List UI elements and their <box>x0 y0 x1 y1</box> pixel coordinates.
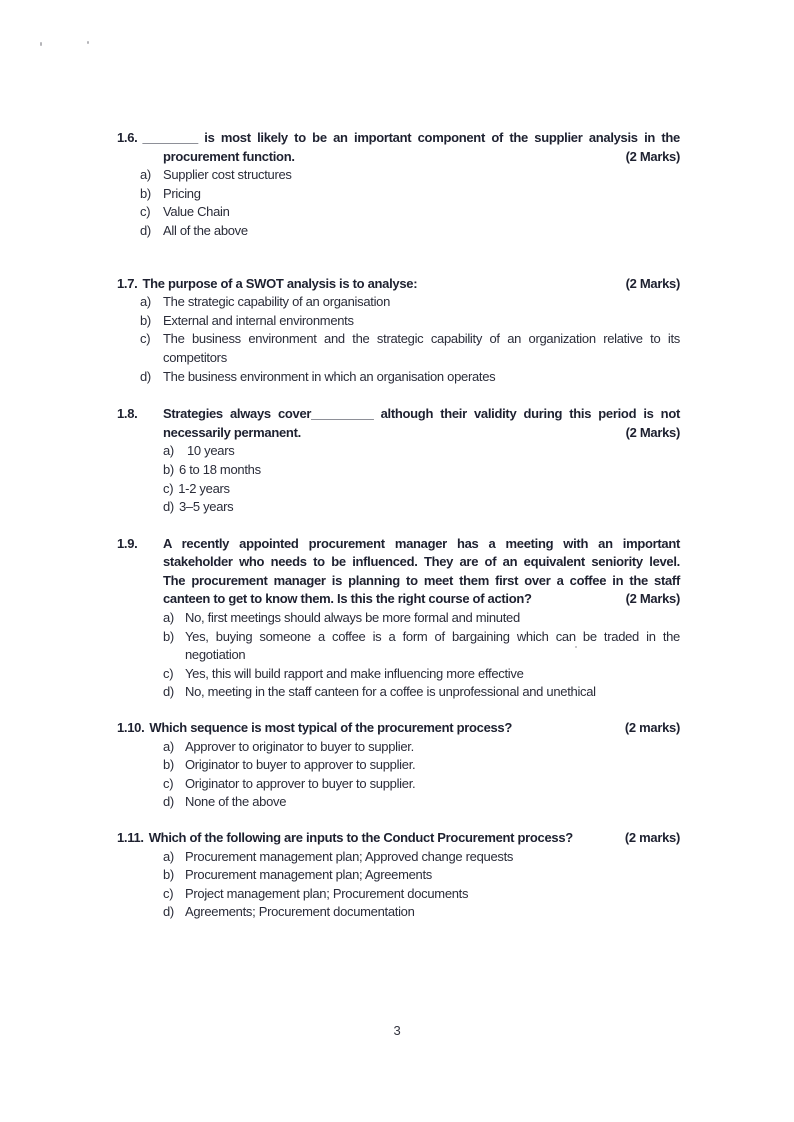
question-line: The procurement manager is planning to meet them first over a coffee in the staff <box>163 572 680 588</box>
option-text: None of the above <box>185 794 287 810</box>
option-letter: d) <box>163 499 174 515</box>
question-text: The purpose of a SWOT analysis is to analyse: <box>142 275 418 291</box>
option-text: The strategic capability of an organisation <box>163 294 391 310</box>
option-b <box>163 866 680 885</box>
option-b <box>163 628 680 665</box>
marks-label: (2 Marks) <box>625 424 680 440</box>
question-header <box>117 719 680 738</box>
option-text: Pricing <box>163 185 201 201</box>
option-text: Procurement management plan; Approved change requests <box>185 848 514 864</box>
option-text: Procurement management plan; Agreements <box>185 867 432 883</box>
option-c <box>140 330 680 367</box>
question-text: canteen to get to know them. Is this the right course of action? <box>163 591 532 607</box>
question-line <box>117 148 680 167</box>
option-letter: c) <box>140 204 151 220</box>
options-list <box>140 166 680 240</box>
options-list <box>140 293 680 386</box>
option-letter: d) <box>163 684 174 700</box>
options-list <box>163 738 680 812</box>
question-number: 1.7. <box>117 275 138 291</box>
question-header <box>117 129 680 166</box>
option-b <box>140 312 680 331</box>
option-d <box>140 222 680 241</box>
options-list <box>163 848 680 922</box>
option-letter: b) <box>140 312 151 328</box>
option-letter: d) <box>163 904 174 920</box>
option-letter: b) <box>140 185 151 201</box>
option-d <box>163 498 680 517</box>
question-text: Which of the following are inputs to the Conduct Procurement process? <box>148 830 573 845</box>
question-1-11 <box>117 829 680 922</box>
option-text: The business environment in which an organisation operates <box>163 368 496 384</box>
option-letter: a) <box>163 443 174 459</box>
option-letter: c) <box>163 775 174 791</box>
question-line <box>117 829 680 848</box>
marks-label: (2 Marks) <box>625 591 680 607</box>
option-text: External and internal environments <box>163 312 354 328</box>
option-text: Value Chain <box>163 204 230 220</box>
option-text: No, meeting in the staff canteen for a coffee is unprofessional and unethical <box>185 684 596 700</box>
option-letter: a) <box>163 738 174 754</box>
question-header <box>117 275 680 294</box>
question-line <box>117 129 680 148</box>
option-a <box>163 609 680 628</box>
options-list <box>163 442 680 516</box>
question-text: necessarily permanent. <box>163 424 301 440</box>
question-text: ________ is most likely to be an important component of the supplier analysis in the <box>142 130 680 145</box>
question-number: 1.9. <box>117 535 138 551</box>
option-letter: d) <box>140 222 151 238</box>
question-line <box>163 424 680 443</box>
question-text: Which sequence is most typical of the procurement process? <box>149 720 512 736</box>
option-text: Supplier cost structures <box>163 167 292 183</box>
question-line: stakeholder who needs to be influenced. They are of an equivalent seniority level. <box>163 554 680 570</box>
option-letter: c) <box>163 665 174 681</box>
scan-speck <box>87 41 89 44</box>
option-text: Yes, this will build rapport and make influencing more effective <box>185 665 524 681</box>
question-number: 1.10. <box>117 720 145 736</box>
option-text: 10 years <box>186 443 235 459</box>
option-c <box>163 885 680 904</box>
option-text: The business environment and the strategic capability of an organization relative to its competitors <box>163 331 680 365</box>
question-number: 1.8. <box>117 406 138 422</box>
option-d <box>163 683 680 702</box>
option-letter: b) <box>163 757 174 773</box>
marks-label: (2 Marks) <box>625 275 680 291</box>
page-number: 3 <box>393 1023 401 1038</box>
question-header <box>117 535 680 609</box>
option-letter: a) <box>163 610 174 626</box>
question-text-wrap <box>117 719 512 738</box>
question-text: procurement function. <box>163 148 295 164</box>
option-text: Agreements; Procurement documentation <box>185 904 415 920</box>
question-number: 1.6. <box>117 130 138 145</box>
option-letter: c) <box>140 331 151 347</box>
option-text: Project management plan; Procurement documents <box>185 885 469 901</box>
marks-label: (2 marks) <box>624 720 680 736</box>
option-a <box>163 442 680 461</box>
options-list <box>163 609 680 702</box>
marks-label: (2 Marks) <box>625 148 680 164</box>
option-a <box>140 166 680 185</box>
option-text: No, first meetings should always be more formal and minuted <box>185 610 520 626</box>
question-1-7 <box>117 275 680 387</box>
option-text: Approver to originator to buyer to supplier. <box>185 738 414 754</box>
scan-speck <box>40 42 42 46</box>
option-letter: c) <box>163 480 174 496</box>
question-header <box>117 405 680 442</box>
question-line: A recently appointed procurement manager has a meeting with an important <box>163 535 680 551</box>
option-letter: d) <box>163 794 174 810</box>
exam-questions-section <box>117 129 680 922</box>
option-letter: d) <box>140 368 151 384</box>
option-a <box>140 293 680 312</box>
question-text-wrap <box>117 275 417 294</box>
option-b <box>163 461 680 480</box>
option-d <box>140 368 680 387</box>
option-a <box>163 738 680 757</box>
option-letter: c) <box>163 885 174 901</box>
option-letter: b) <box>163 628 174 644</box>
option-d <box>163 793 680 812</box>
option-text: 6 to 18 months <box>178 461 261 477</box>
question-1-10 <box>117 719 680 812</box>
question-header <box>117 829 680 848</box>
question-line <box>117 275 680 294</box>
option-letter: a) <box>140 294 151 310</box>
option-text: All of the above <box>163 222 248 238</box>
option-d <box>163 903 680 922</box>
option-letter: b) <box>163 867 174 883</box>
question-1-8 <box>117 405 680 517</box>
question-line <box>117 719 680 738</box>
option-letter: a) <box>140 167 151 183</box>
question-line: Strategies always cover_________ although their validity during this period is not <box>163 406 680 422</box>
question-1-6 <box>117 129 680 241</box>
marks-label: (2 marks) <box>624 830 680 845</box>
question-1-9 <box>117 535 680 702</box>
option-letter: b) <box>163 461 174 477</box>
option-text: Originator to approver to buyer to supplier. <box>185 775 416 791</box>
option-c <box>163 665 680 684</box>
option-c <box>163 480 680 499</box>
option-b <box>163 756 680 775</box>
option-text: Yes, buying someone a coffee is a form of bargaining which can be traded in the negotiation <box>185 628 680 663</box>
option-c <box>163 775 680 794</box>
option-text: 3–5 years <box>178 499 234 515</box>
option-text: Originator to buyer to approver to supplier. <box>185 757 416 773</box>
option-c <box>140 203 680 222</box>
question-number: 1.11. <box>117 830 144 845</box>
question-line <box>163 590 680 609</box>
question-text-wrap <box>117 829 573 848</box>
option-letter: a) <box>163 848 174 864</box>
option-b <box>140 185 680 204</box>
option-text: 1-2 years <box>178 480 230 496</box>
option-a <box>163 848 680 867</box>
